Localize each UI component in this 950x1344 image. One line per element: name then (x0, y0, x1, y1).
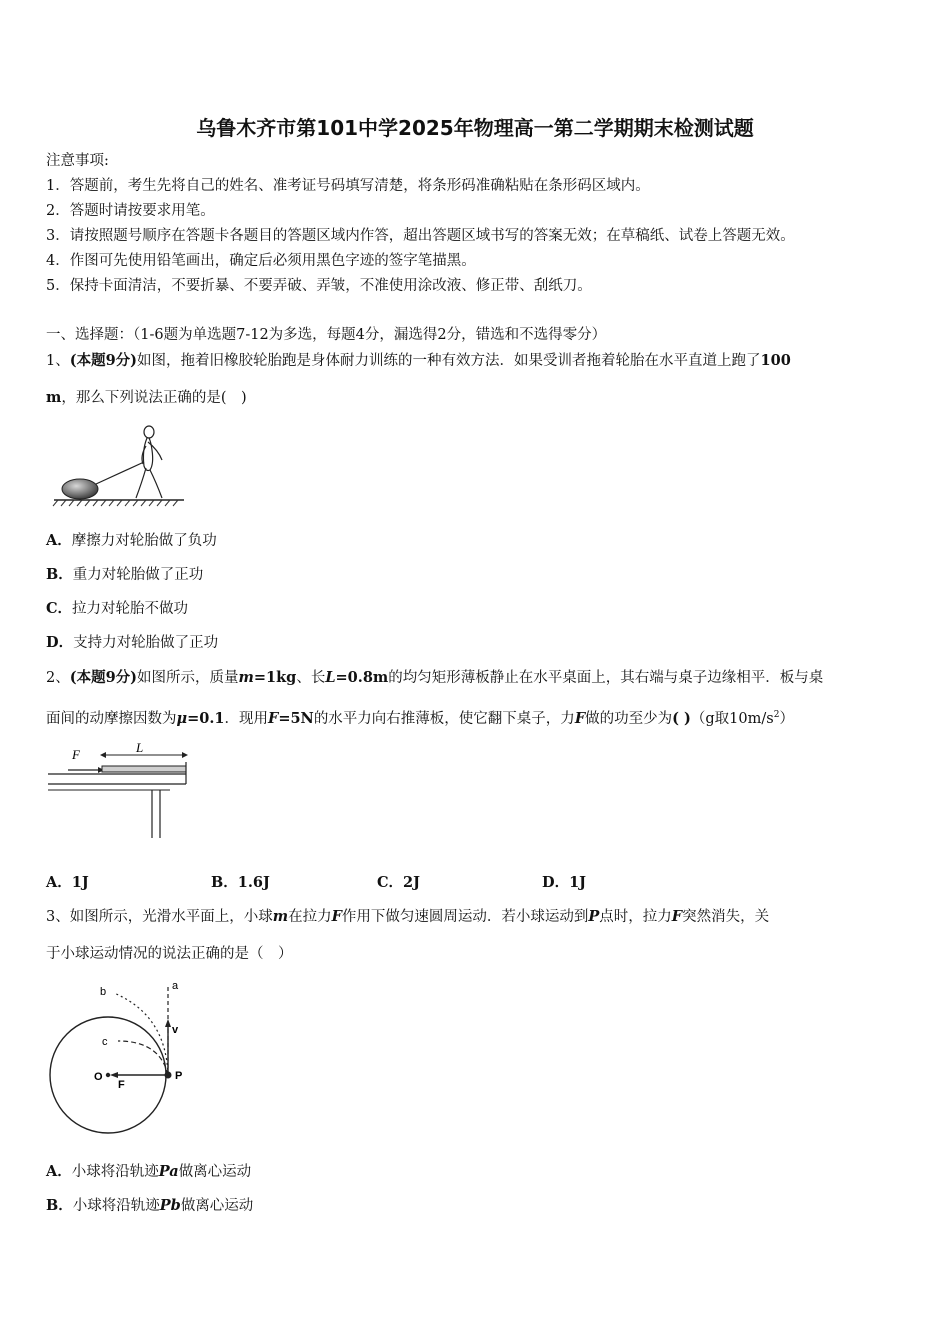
path-b (114, 993, 168, 1075)
q2-var-mu: μ (176, 709, 188, 727)
q2-text-5: ．现用 (224, 710, 269, 727)
q2-tag: (本题9分) (69, 669, 138, 686)
path-c (118, 1041, 168, 1075)
q1-distance: 100 (760, 352, 791, 369)
q3-line-1 (46, 907, 769, 927)
q2-option-c-label: C． (377, 874, 404, 891)
section-heading: 一、选择题：（1-6题为单选题7-12为多选，每题4分，漏选得2分，错选和不选得零分） (46, 327, 607, 343)
q2-text-6: 的水平力向右推薄板，使它翻下桌子，力 (313, 710, 575, 727)
q3-number: 3、 (46, 909, 70, 925)
q1-tag: (本题9分) (69, 352, 138, 369)
q1-text-1: 如图，拖着旧橡胶轮胎跑是身体耐力训练的一种有效方法．如果受训者拖着轮胎在水平直道上跑了 (137, 353, 761, 369)
label-o: O (94, 1071, 103, 1083)
rope (96, 462, 144, 484)
q3-option-b-path: Pb (159, 1197, 181, 1214)
label-p: P (175, 1070, 183, 1082)
q2-option-a[interactable] (46, 873, 89, 893)
tire (62, 479, 98, 499)
q3-text-4: 点时，拉力 (599, 909, 672, 925)
q2-text-4: 面间的动摩擦因数为 (46, 710, 177, 727)
q2-text-3: 的均匀矩形薄板静止在水平桌面上，其右端与桌子边缘相平．板与桌 (388, 670, 824, 686)
q2-option-b-label: B． (211, 874, 238, 891)
q3-text-1: 如图所示，光滑水平面上，小球 (69, 909, 273, 925)
q1-option-c[interactable] (46, 599, 188, 619)
velocity-arrow-head (165, 1019, 171, 1027)
q2-g-note: （g取10m/s (690, 710, 774, 727)
page-title: 乌鲁木齐市第101中学2025年物理高一第二学期期末检测试题 (196, 116, 754, 140)
q3-option-a-post: 做离心运动 (178, 1164, 252, 1180)
q2-blank: ( ) (672, 709, 691, 727)
q1-option-c-label: C． (46, 600, 73, 617)
q2-var-l: L (325, 669, 336, 686)
q3-var-f-2: F (671, 908, 683, 925)
q3-text-3: 作用下做匀速圆周运动．若小球运动到 (341, 909, 589, 925)
q2-option-c-text: 2J (403, 874, 420, 891)
q2-option-d-text: 1J (569, 874, 587, 891)
notice-item-4: 4．作图可先使用铅笔画出，确定后必须用黑色字迹的签字笔描黑。 (46, 253, 476, 269)
length-arrow-left (100, 752, 106, 758)
q3-var-p: P (588, 908, 600, 925)
q1-option-b[interactable] (46, 565, 203, 585)
q1-figure-tire-runner (50, 420, 190, 510)
label-v: v (172, 1024, 179, 1036)
q3-var-m: m (272, 908, 289, 925)
q2-g-note-end: ） (779, 710, 794, 727)
q2-g-exp: 2 (773, 710, 780, 720)
q2-length-value: =0.8m (335, 669, 389, 686)
q2-line-1 (46, 668, 823, 688)
notice-item-3: 3．请按照题号顺序在答题卡各题目的答题区域内作答，超出答题区域书写的答案无效；在草稿纸、试卷上答题无效。 (46, 228, 795, 244)
notice-item-2: 2．答题时请按要求用笔。 (46, 203, 215, 219)
q1-text-2: ，那么下列说法正确的是( ) (61, 390, 247, 406)
q1-option-b-text: 重力对轮胎做了正功 (72, 567, 204, 583)
q2-figure-board-table (44, 740, 194, 845)
q2-option-b[interactable] (211, 873, 270, 893)
q2-option-b-text: 1.6J (237, 874, 270, 891)
q2-option-d-label: D． (542, 874, 570, 891)
q1-option-d-text: 支持力对轮胎做了正功 (73, 635, 219, 651)
q2-mass-value: =1kg (253, 669, 297, 686)
q3-option-a-pre: 小球将沿轨迹 (71, 1164, 159, 1180)
label-b: b (100, 986, 107, 998)
runner-figure (136, 426, 162, 498)
label-a: a (172, 980, 179, 992)
q2-number: 2、 (46, 670, 70, 686)
q3-var-f: F (331, 908, 342, 925)
fig-force-label: F (72, 747, 80, 762)
length-arrow-right (182, 752, 188, 758)
q3-line-2: 于小球运动情况的说法正确的是（ ） (46, 946, 293, 962)
q3-text-5: 突然消失，关 (682, 909, 770, 925)
thin-board (102, 766, 186, 772)
q2-option-c[interactable] (377, 873, 420, 893)
q3-option-b-label: B． (46, 1197, 73, 1214)
q1-option-a[interactable] (46, 531, 217, 551)
q2-option-a-text: 1J (71, 874, 89, 891)
q1-option-a-label: A． (46, 532, 72, 549)
q3-option-b[interactable] (46, 1196, 253, 1216)
label-c: c (102, 1036, 108, 1048)
notice-item-5: 5．保持卡面清洁，不要折暴、不要弄破、弄皱，不准使用涂改液、修正带、刮纸刀。 (46, 278, 592, 294)
q2-text-7: 做的功至少为 (585, 710, 673, 727)
q1-option-d-label: D． (46, 634, 74, 651)
q2-var-m: m (238, 669, 254, 686)
q3-option-a-path: Pa (158, 1163, 179, 1180)
q1-line-1 (46, 351, 791, 371)
q1-line-2 (46, 388, 247, 408)
q1-number: 1、 (46, 353, 70, 369)
q3-option-a-label: A． (46, 1163, 72, 1180)
q2-option-d[interactable] (542, 873, 586, 893)
center-point (106, 1073, 110, 1077)
q1-unit: m (46, 389, 62, 406)
fig-length-label: L (136, 740, 144, 755)
q2-line-2 (46, 705, 794, 729)
q2-var-f-2: F (574, 709, 586, 727)
notice-item-1: 1．答题前，考生先将自己的姓名、准考证号码填写清楚，将条形码准确粘贴在条形码区域内。 (46, 178, 650, 194)
q3-option-b-post: 做离心运动 (180, 1198, 254, 1214)
q2-text-2: 、长 (296, 670, 326, 686)
q1-option-a-text: 摩擦力对轮胎做了负功 (71, 533, 217, 549)
q1-option-c-text: 拉力对轮胎不做功 (72, 601, 189, 617)
q2-mu-value: =0.1 (187, 709, 225, 727)
q3-text-2: 在拉力 (288, 909, 332, 925)
q1-option-d[interactable] (46, 633, 218, 653)
q3-figure-circular-motion (44, 975, 204, 1135)
label-f: F (118, 1079, 125, 1091)
q2-var-f: F (268, 709, 279, 727)
ball-at-p (165, 1072, 172, 1079)
q2-text-1: 如图所示，质量 (137, 670, 239, 686)
notice-heading: 注意事项: (46, 153, 109, 169)
q2-force-value: =5N (278, 709, 314, 727)
ground-hatch (53, 500, 178, 506)
q1-option-b-label: B． (46, 566, 73, 583)
q3-option-a[interactable] (46, 1162, 251, 1182)
q2-option-a-label: A． (46, 874, 72, 891)
q3-option-b-pre: 小球将沿轨迹 (72, 1198, 160, 1214)
force-arrow-head (110, 1072, 118, 1078)
